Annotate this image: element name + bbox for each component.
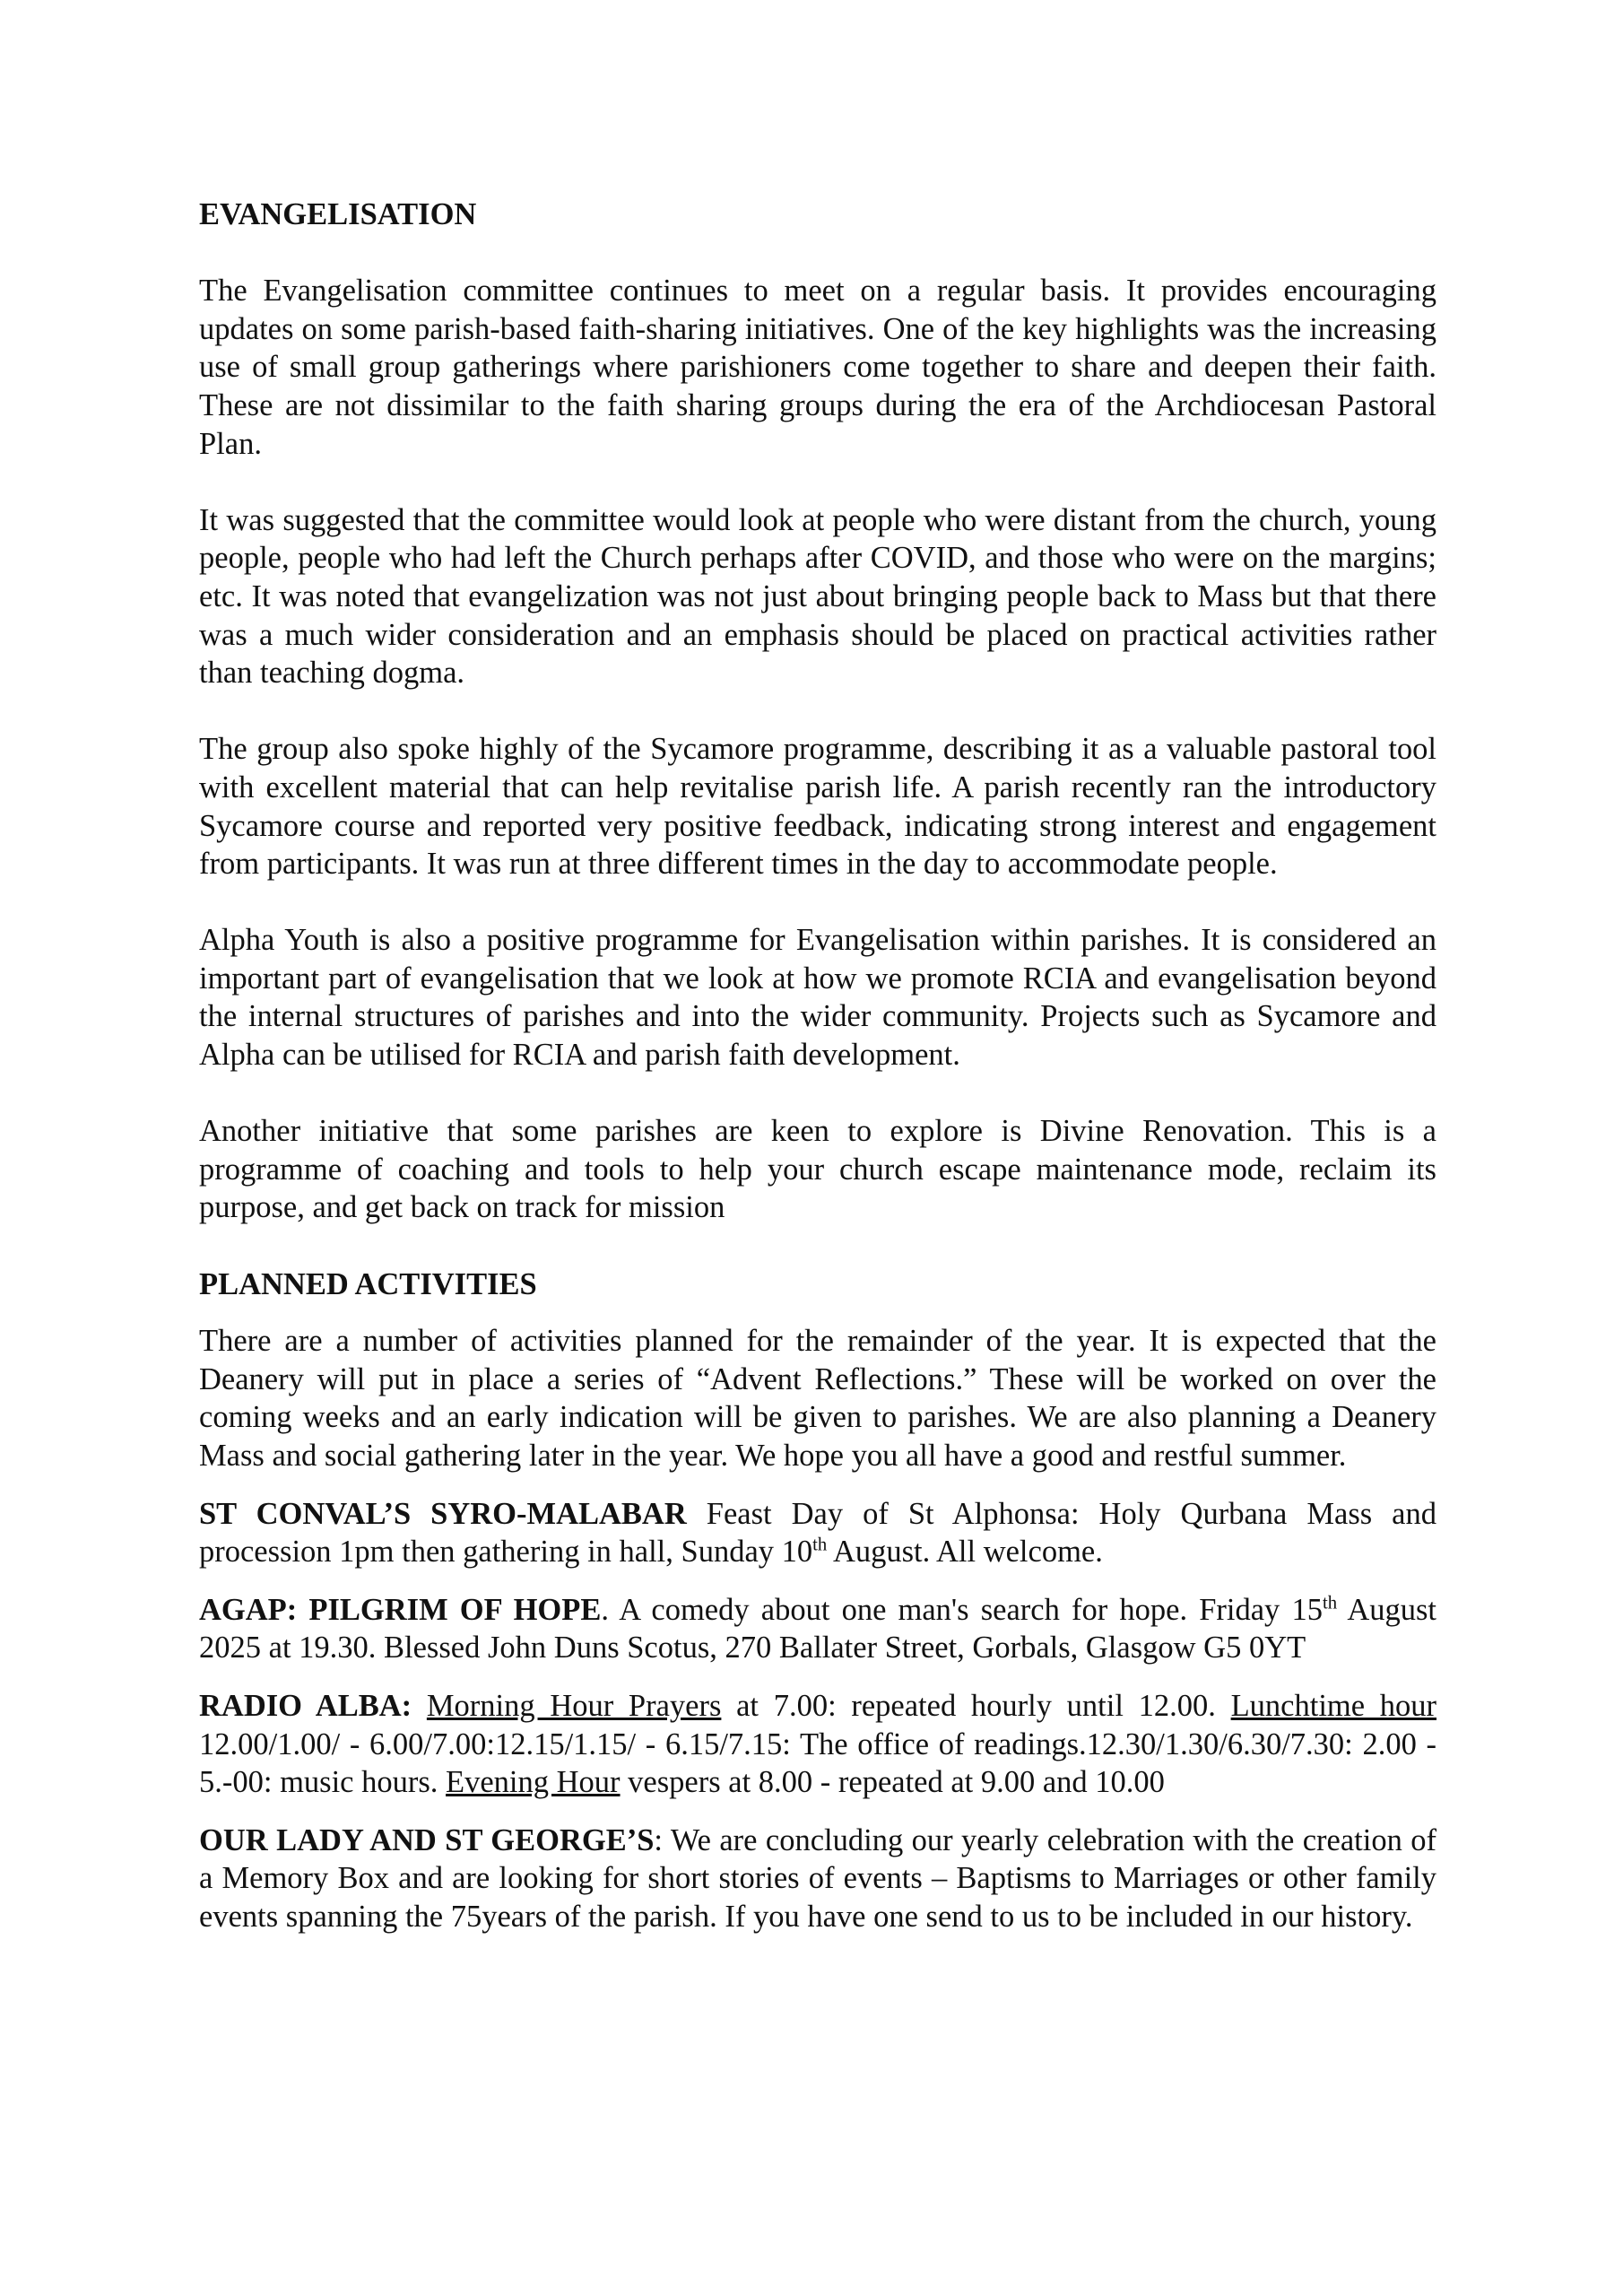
notice-radio-alba-title: RADIO ALBA: xyxy=(199,1688,412,1723)
notice-st-conval-sup: th xyxy=(812,1535,828,1555)
notice-radio-alba-space xyxy=(412,1689,427,1723)
notice-agap-title: AGAP: PILGRIM OF HOPE xyxy=(199,1592,602,1627)
notice-radio-alba xyxy=(199,1687,1436,1802)
evangelisation-heading: EVANGELISATION xyxy=(199,197,477,231)
notice-agap xyxy=(199,1591,1436,1667)
evangelisation-paragraph-3: The group also spoke highly of the Sycamore programme, describing it as a valuable pastoral tool with excellent material that can help revitalise parish life. A parish recently ran the introductory Sycamore course and reported very positive feedback, indicating strong interest and engagement from participants. It was run at three different times in the day to accommodate people. xyxy=(199,732,1436,882)
notice-our-lady-st-george-text: : We are concluding our yearly celebration with the creation of a Memory Box and are looking for short stories of events – Baptisms to Marriages or other family events spanning the 75years of the parish. If you have one send to us to be included in our history. xyxy=(199,1822,1436,1934)
notice-st-conval-title: ST CONVAL’S SYRO-MALABAR xyxy=(199,1496,687,1531)
notice-st-conval xyxy=(199,1495,1436,1571)
planned-activities-paragraph: There are a number of activities planned for the remainder of the year. It is expected that the Deanery will put in place a series of “Advent Reflections.” These will be worked on over the coming weeks and an early indication will be given to parishes. We are also planning a Deanery Mass and social gathering later in the year. We hope you all have a good and restful summer. xyxy=(199,1324,1436,1473)
notice-radio-alba-text-1: at 7.00: repeated hourly until 12.00. xyxy=(721,1688,1231,1723)
notice-agap-text-2: August 2025 at 19.30. Blessed John Duns Scotus, 270 Ballater Street, Gorbals, Glasgow G5 0YT xyxy=(199,1592,1436,1665)
notice-radio-alba-evening-hour: Evening Hour xyxy=(446,1765,621,1800)
evangelisation-paragraph-4: Alpha Youth is also a positive programme for Evangelisation within parishes. It is considered an important part of evangelisation that we look at how we promote RCIA and evangelisation beyond the internal structures of parishes and into the wider community. Projects such as Sycamore and Alpha can be utilised for RCIA and parish faith development. xyxy=(199,923,1436,1073)
notice-st-conval-text-1: Feast Day of St Alphonsa: Holy Qurbana Mass and procession 1pm then gathering in hall, Sunday 10 xyxy=(199,1496,1436,1570)
planned-activities-heading: PLANNED ACTIVITIES xyxy=(199,1266,537,1301)
notice-our-lady-st-george-title: OUR LADY AND ST GEORGE’S xyxy=(199,1822,655,1857)
document-page xyxy=(199,196,1436,1936)
notice-agap-sup: th xyxy=(1322,1593,1338,1613)
notice-radio-alba-morning-hour: Morning Hour Prayers xyxy=(426,1688,722,1723)
notice-our-lady-st-george xyxy=(199,1822,1436,1936)
notice-radio-alba-lunchtime-hour: Lunchtime hour xyxy=(1230,1688,1437,1723)
notice-radio-alba-text-2: 12.00/1.00/ - 6.00/7.00:12.15/1.15/ - 6.15/7.15: The office of readings.12.30/1.30/6.30/7.30: 2.00 - 5.-00: music hours. xyxy=(199,1726,1436,1800)
evangelisation-paragraph-1: The Evangelisation committee continues to meet on a regular basis. It provides encouraging updates on some parish-based faith-sharing initiatives. One of the key highlights was the increasing use of small group gatherings where parishioners come together to share and deepen their faith. These are not dissimilar to the faith sharing groups during the era of the Archdiocesan Pastoral Plan. xyxy=(199,274,1436,461)
notice-agap-text-1: . A comedy about one man's search for hope. Friday 15 xyxy=(601,1592,1323,1627)
notice-radio-alba-text-3: vespers at 8.00 - repeated at 9.00 and 10.00 xyxy=(620,1765,1165,1800)
evangelisation-paragraph-2: It was suggested that the committee would look at people who were distant from the church, young people, people who had left the Church perhaps after COVID, and those who were on the margins; etc. It was noted that evangelization was not just about bringing people back to Mass but that there was a much wider consideration and an emphasis should be placed on practical activities rather than teaching dogma. xyxy=(199,502,1436,691)
notice-st-conval-text-2: August. All welcome. xyxy=(827,1535,1103,1570)
evangelisation-paragraph-5: Another initiative that some parishes are keen to explore is Divine Renovation. This is a programme of coaching and tools to help your church escape maintenance mode, reclaim its purpose, and get back on track for mission xyxy=(199,1114,1436,1225)
